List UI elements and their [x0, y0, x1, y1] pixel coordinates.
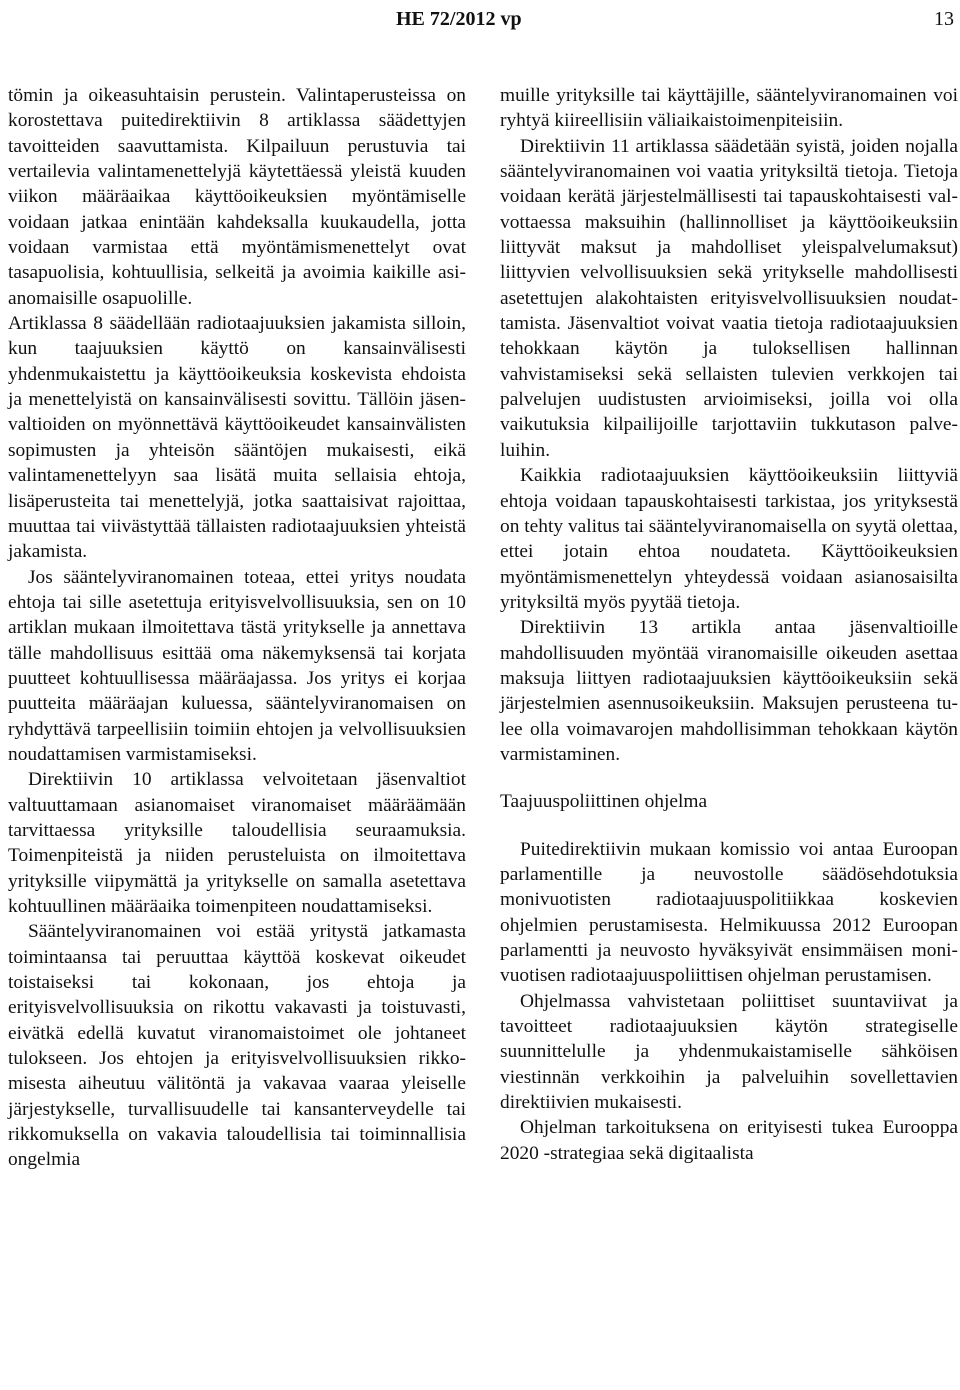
paragraph: Ohjelman tarkoituksena on erityisesti tukea Eurooppa 2020 -strategiaa sekä digitaalista	[500, 1117, 958, 1164]
left-column	[8, 83, 466, 1173]
paragraph: Sääntelyviranomainen voi estää yritystä jatkamasta toimintaansa tai peruuttaa käyttöä koskevat oikeudet toistaiseksi tai kokonaan, jos ehtoja ja erityisvelvollisuuksia on rikottu vakavasti ja toistuvasti, eivätkä edellä kuvatut viranomaistoimet ole johtaneet tulokseen. Jos ehtojen ja erityisvelvollisuuksien rikkomisesta aiheutuu välitöntä ja vakavaa vaaraa yleiselle järjestykselle, turvallisuudelle tai kansanterveydelle tai rikkomuksella on vakavia taloudellisia tai toiminnallisia ongelmia	[8, 921, 466, 1171]
paragraph: Direktiivin 10 artiklassa velvoitetaan jäsenvaltiot valtuuttamaan asianomaiset viranomaiset määräämään tarvittaessa yrityksille taloudellisia seuraamuksia. Toimenpiteistä ja niiden perusteluista on ilmoitettava yrityksille viipymättä ja yritykselle on samalla asetettava kohtuullinen määräaika toimenpiteen noudattamiseksi.	[8, 769, 466, 917]
page-header	[0, 2, 960, 36]
paragraph: Ohjelmassa vahvistetaan poliittiset suuntaviivat ja tavoitteet radiotaajuuksien käytön strategiselle suunnittelulle ja yhdenmukaistamiselle sähköisen viestinnän verkkoihin ja palveluihin sovellettavien direktiivien mukaisesti.	[500, 990, 958, 1114]
paragraph: Kaikkia radiotaajuuksien käyttöoikeuksiin liittyviä ehtoja voidaan tapauskohtaisesti tarkistaa, jos yrityksestä on tehty valitus tai sääntelyviranomaisella on syytä olettaa, ettei jotain ehtoa noudateta. Käyttöoikeuksien myöntämismenettelyn yhteydessä voidaan asianosaisilta yrityksiltä myös pyytää tietoja.	[500, 465, 958, 613]
paragraph: muille yrityksille tai käyttäjille, sääntelyviranomainen voi ryhtyä kiireellisiin väliaikaistoimenpiteisiin.	[500, 85, 958, 132]
section-heading: Taajuuspoliittinen ohjelma	[500, 791, 708, 813]
paragraph: Artiklassa 8 säädellään radiotaajuuksien jakamista silloin, kun taajuuksien käyttö on kansainvälisesti yhdenmukaistettu ja käyttöoikeuksia koskevista ehdoista ja menettelyistä on kansainvälisesti sovittu. Tällöin jäsenvaltioiden on myönnettävä käyttöoikeudet kansainvälisten sopimusten ja yhteisön sääntöjen mukaisesti, eikä valintamenettelyyn saa lisätä muita sellaisia ehtoja, lisäperusteita tai menettelyjä, jotka saattaisivat rajoittaa, muuttaa tai viivästyttää tällaisten radiotaajuuksien yhteistä jakamista.	[8, 313, 466, 563]
paragraph: tömin ja oikeasuhtaisin perustein. Valintaperusteissa on korostettava puitedirektiivin 8 artiklassa säädettyjen tavoitteiden saavuttamista. Kilpailuun perustuvia tai vertailevia valintamenettelyjä käytettäessä yleistä kuuden viikon määräaikaa käyttöoikeuksien myöntämiselle voidaan jatkaa enintään kahdeksalla kuukaudella, jotta voidaan varmistaa että myöntämismenettelyt ovat tasapuolisia, kohtuullisia, selkeitä ja avoimia kaikille asianomaisille osapuolille.	[8, 85, 466, 309]
paragraph: Direktiivin 13 artikla antaa jäsenvaltioille mahdollisuuden myöntää viranomaisille oikeuden asettaa maksuja liittyen radiotaajuuksien käyttöoikeuksiin sekä järjestelmien asennusoikeuksiin. Maksujen perusteena tulee olla voimavarojen mahdollisimman tehokkaan käytön varmistaminen.	[500, 617, 958, 765]
paragraph: Direktiivin 11 artiklassa säädetään syistä, joiden nojalla sääntelyviranomainen voi vaatia yrityksiltä tietoja. Tietoja voidaan kerätä järjestelmällisesti tai tapauskohtaisesti valvottaessa maksuihin (hallinnolliset ja käyttöoikeuksiin liittyvät maksut ja mahdolliset yleispalvelumaksut) liittyvien velvollisuuksien sekä yritykselle mahdollisesti asetettujen alakohtaisten erityisvelvollisuuksien noudattamista. Jäsenvaltiot voivat vaatia tietoja radiotaajuuksien tehokkaan käytön ja tuloksellisen hallinnan vahvistamiseksi sekä sellaisten tulevien verkkojen tai palvelujen uudistusten arvioimiseksi, joilla voi olla vaikutuksia kilpailijoille tarjottaviin tukkutason palveluihin.	[500, 135, 958, 461]
right-column	[500, 83, 958, 1166]
paragraph: Puitedirektiivin mukaan komissio voi antaa Euroopan parlamentille ja neuvostolle säädösehdotuksia monivuotisten radiotaajuuspolitiikkaa koskevien ohjelmien perustamisesta. Helmikuussa 2012 Euroopan parlamentti ja neuvosto hyväksyivät ensimmäisen monivuotisen radiotaajuuspoliittisen ohjelman perustamisen.	[500, 838, 958, 987]
paragraph: Jos sääntelyviranomainen toteaa, ettei yritys noudata ehtoja tai sille asetettuja erityisvelvollisuuksia, sen on 10 artiklan mukaan ilmoitettava tästä yritykselle ja annettava tälle mahdollisuus esittää oma näkemyksensä tai korjata puutteet kohtuullisessa määräajassa. Jos yritys ei korjaa puutteita määräajan kuluessa, sääntelyviranomaisen on ryhdyttävä tarpeellisiin toimiin ehtojen ja velvollisuuksien noudattamisen varmistamiseksi.	[8, 566, 466, 765]
document-id: HE 72/2012 vp	[396, 8, 522, 30]
page-number: 13	[934, 8, 954, 30]
